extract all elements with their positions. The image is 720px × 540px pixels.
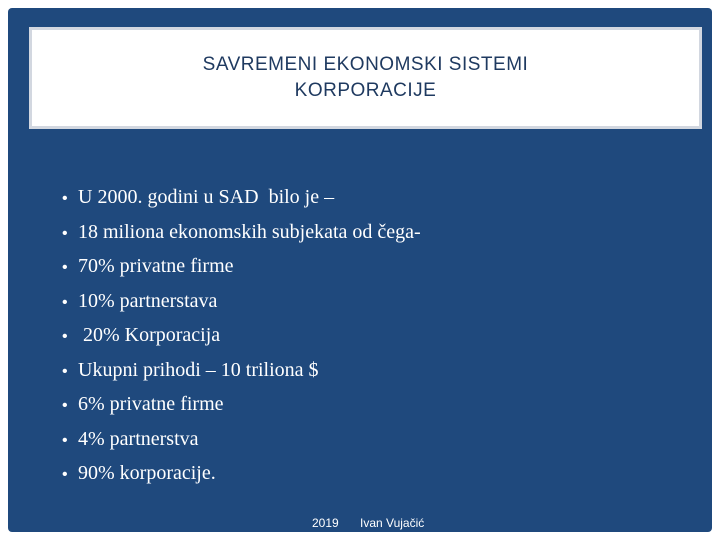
- bullet-icon: •: [62, 224, 68, 242]
- bullet-text: 70% privatne firme: [78, 255, 234, 277]
- list-item: [62, 359, 421, 394]
- slide-title-line-2: KORPORACIJE: [294, 80, 437, 101]
- bullet-icon: •: [62, 328, 68, 345]
- bullet-icon: •: [62, 397, 68, 414]
- bullet-icon: •: [62, 190, 68, 207]
- bullet-icon: •: [62, 466, 68, 483]
- title-box: [29, 27, 702, 129]
- list-item: [62, 393, 421, 428]
- list-item: [62, 290, 421, 325]
- bullet-text: Ukupni prihodi – 10 triliona $: [78, 358, 319, 381]
- bullet-text: 90% korporacije.: [78, 462, 216, 484]
- list-item: [62, 186, 421, 221]
- bullet-icon: •: [62, 362, 68, 380]
- bullet-list: [62, 186, 421, 497]
- list-item: [62, 221, 421, 256]
- bullet-icon: •: [62, 431, 68, 449]
- list-item: [62, 462, 421, 497]
- bullet-text: U 2000. godini u SAD bilo je –: [78, 186, 335, 208]
- list-item: [62, 255, 421, 290]
- bullet-text: 4% partnerstva: [78, 427, 199, 450]
- bullet-icon: •: [62, 293, 68, 311]
- footer-author: Ivan Vujačić: [360, 516, 425, 530]
- slide-title-line-1: SAVREMENI EKONOMSKI SISTEMI: [202, 54, 529, 75]
- bullet-text: 20% Korporacija: [78, 324, 221, 346]
- bullet-text: 10% partnerstava: [78, 289, 218, 312]
- list-item: [62, 428, 421, 463]
- bullet-text: 6% privatne firme: [78, 393, 224, 415]
- bullet-text: 18 miliona ekonomskih subjekata od čega-: [78, 220, 421, 243]
- footer-year: 2019: [312, 516, 339, 530]
- bullet-icon: •: [62, 259, 68, 276]
- list-item: [62, 324, 421, 359]
- slide: [8, 8, 712, 532]
